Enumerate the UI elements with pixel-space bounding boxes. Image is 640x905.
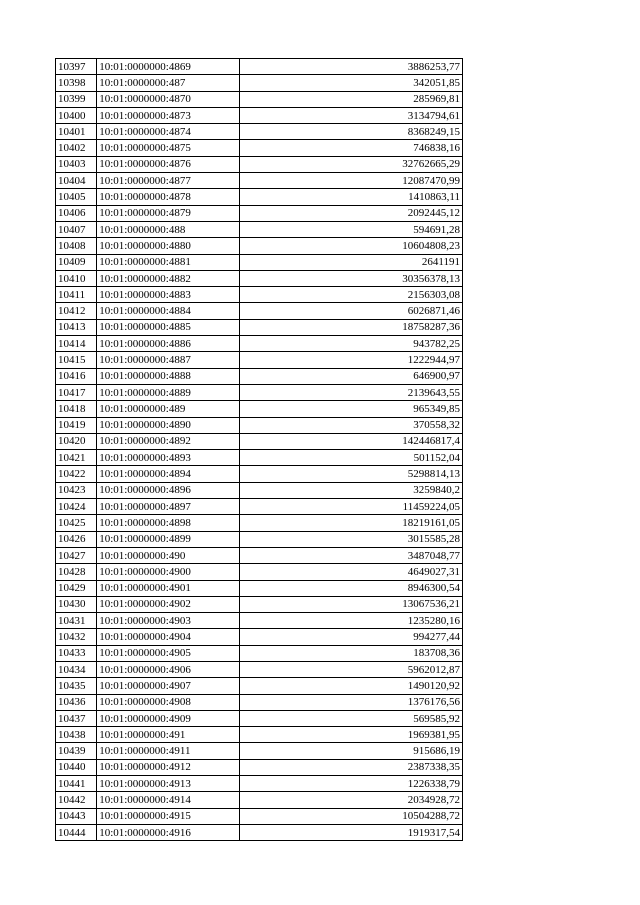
row-number-cell: 10431: [56, 613, 97, 629]
cadastral-number-cell: 10:01:0000000:4886: [97, 336, 240, 352]
table-row: [56, 710, 463, 726]
row-number-cell: 10403: [56, 156, 97, 172]
row-number-cell: 10430: [56, 596, 97, 612]
table-row: [56, 531, 463, 547]
row-number-cell: 10424: [56, 499, 97, 515]
cadastral-number-cell: 10:01:0000000:491: [97, 727, 240, 743]
value-cell: 342051,85: [239, 75, 462, 91]
row-number-cell: 10441: [56, 776, 97, 792]
table-row: [56, 287, 463, 303]
value-cell: 18758287,36: [239, 319, 462, 335]
cadastral-number-cell: 10:01:0000000:4902: [97, 596, 240, 612]
value-cell: 8946300,54: [239, 580, 462, 596]
table-row: [56, 678, 463, 694]
table-row: [56, 694, 463, 710]
cadastral-number-cell: 10:01:0000000:4907: [97, 678, 240, 694]
cadastral-number-cell: 10:01:0000000:487: [97, 75, 240, 91]
value-cell: 1969381,95: [239, 727, 462, 743]
cadastral-number-cell: 10:01:0000000:4873: [97, 107, 240, 123]
row-number-cell: 10439: [56, 743, 97, 759]
row-number-cell: 10399: [56, 91, 97, 107]
cadastral-number-cell: 10:01:0000000:488: [97, 221, 240, 237]
value-cell: 1410863,11: [239, 189, 462, 205]
table-row: [56, 59, 463, 75]
cadastral-number-cell: 10:01:0000000:4877: [97, 173, 240, 189]
row-number-cell: 10401: [56, 124, 97, 140]
value-cell: 3134794,61: [239, 107, 462, 123]
table-row: [56, 124, 463, 140]
cadastral-number-cell: 10:01:0000000:4911: [97, 743, 240, 759]
cadastral-number-cell: 10:01:0000000:4885: [97, 319, 240, 335]
cadastral-number-cell: 10:01:0000000:4916: [97, 824, 240, 840]
row-number-cell: 10437: [56, 710, 97, 726]
table-row: [56, 270, 463, 286]
value-cell: 10504288,72: [239, 808, 462, 824]
row-number-cell: 10421: [56, 450, 97, 466]
cadastral-number-cell: 10:01:0000000:4909: [97, 710, 240, 726]
cadastral-number-cell: 10:01:0000000:4898: [97, 515, 240, 531]
row-number-cell: 10423: [56, 482, 97, 498]
row-number-cell: 10443: [56, 808, 97, 824]
row-number-cell: 10398: [56, 75, 97, 91]
value-cell: 646900,97: [239, 368, 462, 384]
row-number-cell: 10415: [56, 352, 97, 368]
cadastral-number-cell: 10:01:0000000:4882: [97, 270, 240, 286]
row-number-cell: 10407: [56, 221, 97, 237]
row-number-cell: 10434: [56, 661, 97, 677]
value-cell: 12087470,99: [239, 173, 462, 189]
value-cell: 30356378,13: [239, 270, 462, 286]
cadastral-number-cell: 10:01:0000000:4874: [97, 124, 240, 140]
row-number-cell: 10432: [56, 629, 97, 645]
cadastral-number-cell: 10:01:0000000:4915: [97, 808, 240, 824]
value-cell: 5962012,87: [239, 661, 462, 677]
value-cell: 746838,16: [239, 140, 462, 156]
cadastral-number-cell: 10:01:0000000:4906: [97, 661, 240, 677]
value-cell: 915686,19: [239, 743, 462, 759]
cadastral-number-cell: 10:01:0000000:4904: [97, 629, 240, 645]
row-number-cell: 10442: [56, 792, 97, 808]
cadastral-number-cell: 10:01:0000000:490: [97, 547, 240, 563]
table-row: [56, 433, 463, 449]
cadastral-number-cell: 10:01:0000000:489: [97, 401, 240, 417]
value-cell: 2387338,35: [239, 759, 462, 775]
cadastral-number-cell: 10:01:0000000:4879: [97, 205, 240, 221]
row-number-cell: 10408: [56, 238, 97, 254]
table-row: [56, 792, 463, 808]
table-row: [56, 776, 463, 792]
table-row: [56, 417, 463, 433]
cadastral-number-cell: 10:01:0000000:4875: [97, 140, 240, 156]
table-row: [56, 580, 463, 596]
row-number-cell: 10416: [56, 368, 97, 384]
table-row: [56, 221, 463, 237]
table-row: [56, 189, 463, 205]
table-row: [56, 824, 463, 840]
row-number-cell: 10418: [56, 401, 97, 417]
row-number-cell: 10413: [56, 319, 97, 335]
row-number-cell: 10412: [56, 303, 97, 319]
table-row: [56, 564, 463, 580]
table-row: [56, 499, 463, 515]
value-cell: 1226338,79: [239, 776, 462, 792]
row-number-cell: 10400: [56, 107, 97, 123]
value-cell: 1919317,54: [239, 824, 462, 840]
value-cell: 10604808,23: [239, 238, 462, 254]
table-row: [56, 156, 463, 172]
value-cell: 501152,04: [239, 450, 462, 466]
table-row: [56, 91, 463, 107]
row-number-cell: 10404: [56, 173, 97, 189]
value-cell: 1235280,16: [239, 613, 462, 629]
table-row: [56, 368, 463, 384]
value-cell: 4649027,31: [239, 564, 462, 580]
value-cell: 6026871,46: [239, 303, 462, 319]
value-cell: 32762665,29: [239, 156, 462, 172]
value-cell: 2156303,08: [239, 287, 462, 303]
row-number-cell: 10433: [56, 645, 97, 661]
table-row: [56, 629, 463, 645]
value-cell: 2034928,72: [239, 792, 462, 808]
value-cell: 3015585,28: [239, 531, 462, 547]
table-row: [56, 482, 463, 498]
table-row: [56, 75, 463, 91]
row-number-cell: 10420: [56, 433, 97, 449]
cadastral-number-cell: 10:01:0000000:4913: [97, 776, 240, 792]
value-cell: 594691,28: [239, 221, 462, 237]
row-number-cell: 10440: [56, 759, 97, 775]
table-row: [56, 384, 463, 400]
table-row: [56, 238, 463, 254]
cadastral-number-cell: 10:01:0000000:4876: [97, 156, 240, 172]
row-number-cell: 10397: [56, 59, 97, 75]
row-number-cell: 10411: [56, 287, 97, 303]
table-body: [56, 59, 463, 841]
table-row: [56, 743, 463, 759]
cadastral-number-cell: 10:01:0000000:4894: [97, 466, 240, 482]
row-number-cell: 10438: [56, 727, 97, 743]
row-number-cell: 10428: [56, 564, 97, 580]
cadastral-number-cell: 10:01:0000000:4908: [97, 694, 240, 710]
cadastral-number-cell: 10:01:0000000:4878: [97, 189, 240, 205]
value-cell: 183708,36: [239, 645, 462, 661]
table-row: [56, 547, 463, 563]
row-number-cell: 10405: [56, 189, 97, 205]
table-row: [56, 450, 463, 466]
table-row: [56, 319, 463, 335]
value-cell: 8368249,15: [239, 124, 462, 140]
cadastral-number-cell: 10:01:0000000:4903: [97, 613, 240, 629]
cadastral-table: [55, 58, 463, 841]
value-cell: 994277,44: [239, 629, 462, 645]
value-cell: 569585,92: [239, 710, 462, 726]
cadastral-number-cell: 10:01:0000000:4905: [97, 645, 240, 661]
cadastral-number-cell: 10:01:0000000:4880: [97, 238, 240, 254]
row-number-cell: 10429: [56, 580, 97, 596]
table-row: [56, 352, 463, 368]
value-cell: 5298814,13: [239, 466, 462, 482]
table-row: [56, 613, 463, 629]
row-number-cell: 10422: [56, 466, 97, 482]
row-number-cell: 10435: [56, 678, 97, 694]
value-cell: 1490120,92: [239, 678, 462, 694]
table-row: [56, 336, 463, 352]
table-row: [56, 661, 463, 677]
cadastral-number-cell: 10:01:0000000:4896: [97, 482, 240, 498]
value-cell: 142446817,4: [239, 433, 462, 449]
row-number-cell: 10414: [56, 336, 97, 352]
row-number-cell: 10427: [56, 547, 97, 563]
cadastral-number-cell: 10:01:0000000:4888: [97, 368, 240, 384]
cadastral-number-cell: 10:01:0000000:4914: [97, 792, 240, 808]
table-row: [56, 205, 463, 221]
value-cell: 2092445,12: [239, 205, 462, 221]
cadastral-number-cell: 10:01:0000000:4899: [97, 531, 240, 547]
cadastral-number-cell: 10:01:0000000:4884: [97, 303, 240, 319]
row-number-cell: 10444: [56, 824, 97, 840]
cadastral-number-cell: 10:01:0000000:4912: [97, 759, 240, 775]
table-row: [56, 808, 463, 824]
row-number-cell: 10410: [56, 270, 97, 286]
cadastral-number-cell: 10:01:0000000:4897: [97, 499, 240, 515]
row-number-cell: 10406: [56, 205, 97, 221]
table-row: [56, 303, 463, 319]
row-number-cell: 10402: [56, 140, 97, 156]
table-row: [56, 759, 463, 775]
cadastral-number-cell: 10:01:0000000:4900: [97, 564, 240, 580]
row-number-cell: 10425: [56, 515, 97, 531]
table-row: [56, 645, 463, 661]
value-cell: 3487048,77: [239, 547, 462, 563]
table-row: [56, 173, 463, 189]
value-cell: 3886253,77: [239, 59, 462, 75]
value-cell: 1376176,56: [239, 694, 462, 710]
table-row: [56, 254, 463, 270]
value-cell: 11459224,05: [239, 499, 462, 515]
row-number-cell: 10417: [56, 384, 97, 400]
cadastral-number-cell: 10:01:0000000:4870: [97, 91, 240, 107]
cadastral-number-cell: 10:01:0000000:4901: [97, 580, 240, 596]
value-cell: 3259840,2: [239, 482, 462, 498]
row-number-cell: 10426: [56, 531, 97, 547]
value-cell: 285969,81: [239, 91, 462, 107]
table-row: [56, 401, 463, 417]
table-row: [56, 107, 463, 123]
value-cell: 18219161,05: [239, 515, 462, 531]
table-row: [56, 466, 463, 482]
table-row: [56, 515, 463, 531]
cadastral-number-cell: 10:01:0000000:4869: [97, 59, 240, 75]
cadastral-number-cell: 10:01:0000000:4890: [97, 417, 240, 433]
cadastral-number-cell: 10:01:0000000:4893: [97, 450, 240, 466]
value-cell: 1222944,97: [239, 352, 462, 368]
cadastral-number-cell: 10:01:0000000:4887: [97, 352, 240, 368]
cadastral-number-cell: 10:01:0000000:4892: [97, 433, 240, 449]
value-cell: 13067536,21: [239, 596, 462, 612]
table-row: [56, 140, 463, 156]
value-cell: 943782,25: [239, 336, 462, 352]
document-page: [55, 58, 463, 841]
value-cell: 965349,85: [239, 401, 462, 417]
value-cell: 2139643,55: [239, 384, 462, 400]
row-number-cell: 10419: [56, 417, 97, 433]
cadastral-number-cell: 10:01:0000000:4883: [97, 287, 240, 303]
row-number-cell: 10436: [56, 694, 97, 710]
table-row: [56, 727, 463, 743]
value-cell: 370558,32: [239, 417, 462, 433]
cadastral-number-cell: 10:01:0000000:4881: [97, 254, 240, 270]
value-cell: 2641191: [239, 254, 462, 270]
table-row: [56, 596, 463, 612]
row-number-cell: 10409: [56, 254, 97, 270]
cadastral-number-cell: 10:01:0000000:4889: [97, 384, 240, 400]
